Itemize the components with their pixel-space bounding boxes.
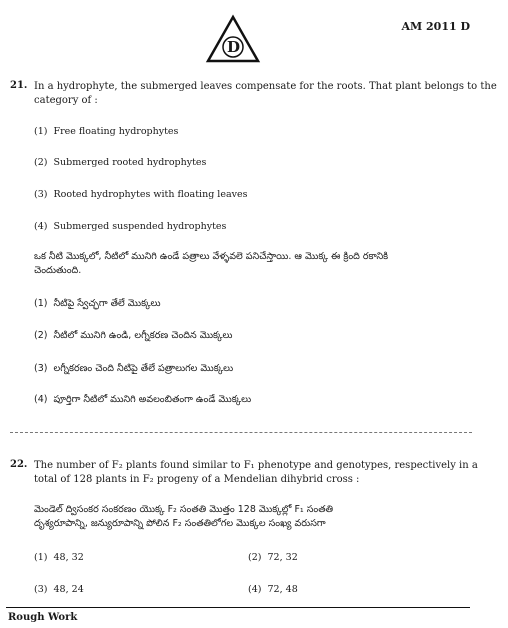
option-text: 72, 48 xyxy=(267,584,298,595)
q22-option-3[interactable] xyxy=(34,584,84,595)
option-number: (3) xyxy=(34,584,48,595)
q22-option-4[interactable] xyxy=(248,584,298,595)
rough-work-label: Rough Work xyxy=(8,612,78,623)
option-number: (1) xyxy=(34,126,48,137)
q22-option-2[interactable] xyxy=(248,552,298,563)
option-number: (1) xyxy=(34,552,48,563)
question-21-line-2: category of : xyxy=(34,95,98,106)
option-text: Submerged rooted hydrophytes xyxy=(53,157,207,168)
telugu-line-2: దృశ్యరూపాన్ని, జన్యురూపాన్ని పోలిన F₂ సంతతిలోగల మొక్కల సంఖ్య వరుసగా xyxy=(34,518,326,529)
q22-option-1[interactable] xyxy=(34,552,84,563)
option-text: 72, 32 xyxy=(267,552,298,563)
rough-work-rule xyxy=(6,607,470,608)
q21-option-1[interactable] xyxy=(34,126,178,137)
q21-telugu-option-3[interactable] xyxy=(34,362,233,376)
paper-set-logo xyxy=(205,14,261,64)
q21-telugu-option-2[interactable] xyxy=(34,329,232,343)
question-21-telugu-text xyxy=(34,250,474,278)
question-22-line-1: The number of F₂ plants found similar to F₁ phenotype and genotypes, respectively in a xyxy=(34,460,478,471)
question-22-line-2: total of 128 plants in F₂ progeny of a Mendelian dihybrid cross : xyxy=(34,474,360,485)
q21-option-3[interactable] xyxy=(34,189,248,200)
option-text: Submerged suspended hydrophytes xyxy=(53,221,227,232)
telugu-line-1: మెండెల్ ద్విసంకర సంకరణం యొక్క F₂ సంతతి మొత్తం 128 మొక్కల్లో F₁ సంతతి xyxy=(34,504,334,515)
question-divider xyxy=(10,432,472,433)
q21-telugu-option-4[interactable] xyxy=(34,393,251,407)
question-21-number: 21. xyxy=(10,80,28,91)
telugu-line-1: ఒక నీటి మొక్కలో, నీటిలో మునిగి ఉండే పత్రాలు వేళ్ళవలె పనిచేస్తాయి. ఆ మొక్క ఈ క్రింది రకానికి xyxy=(34,251,389,262)
option-number: (4) xyxy=(248,584,262,595)
option-number: (2) xyxy=(34,157,48,168)
option-text: Rooted hydrophytes with floating leaves xyxy=(53,189,248,200)
question-22-telugu-text xyxy=(34,503,474,531)
option-text: 48, 24 xyxy=(53,584,84,595)
option-text: నీటిపై స్వేచ్ఛగా తేలే మొక్కలు xyxy=(53,298,161,309)
option-number: (3) xyxy=(34,363,48,374)
option-number: (4) xyxy=(34,221,48,232)
q21-telugu-option-1[interactable] xyxy=(34,297,161,311)
question-21-text xyxy=(34,80,497,108)
option-text: పూర్తిగా నీటిలో మునిగి అవలంబితంగా ఉండే మొక్కలు xyxy=(53,394,252,405)
option-text: Free floating hydrophytes xyxy=(53,126,179,137)
option-text: లగ్నీకరణం చెంది నీటిపై తేలే పత్రాలుగల మొక్కలు xyxy=(53,363,234,374)
option-number: (4) xyxy=(34,394,48,405)
question-21-line-1: In a hydrophyte, the submerged leaves compensate for the roots. That plant belongs to the xyxy=(34,81,497,92)
option-number: (3) xyxy=(34,189,48,200)
logo-letter: D xyxy=(227,38,241,56)
q21-option-2[interactable] xyxy=(34,157,206,168)
paper-code: AM 2011 D xyxy=(401,20,470,33)
option-number: (1) xyxy=(34,298,48,309)
option-text: 48, 32 xyxy=(53,552,84,563)
q21-option-4[interactable] xyxy=(34,221,226,232)
question-22-number: 22. xyxy=(10,459,28,470)
telugu-line-2: చెందుతుంది. xyxy=(34,265,82,276)
question-22-text xyxy=(34,459,478,487)
option-number: (2) xyxy=(248,552,262,563)
option-number: (2) xyxy=(34,330,48,341)
option-text: నీటిలో మునిగి ఉండి, లగ్నీకరణ చెందిన మొక్కలు xyxy=(53,330,233,341)
